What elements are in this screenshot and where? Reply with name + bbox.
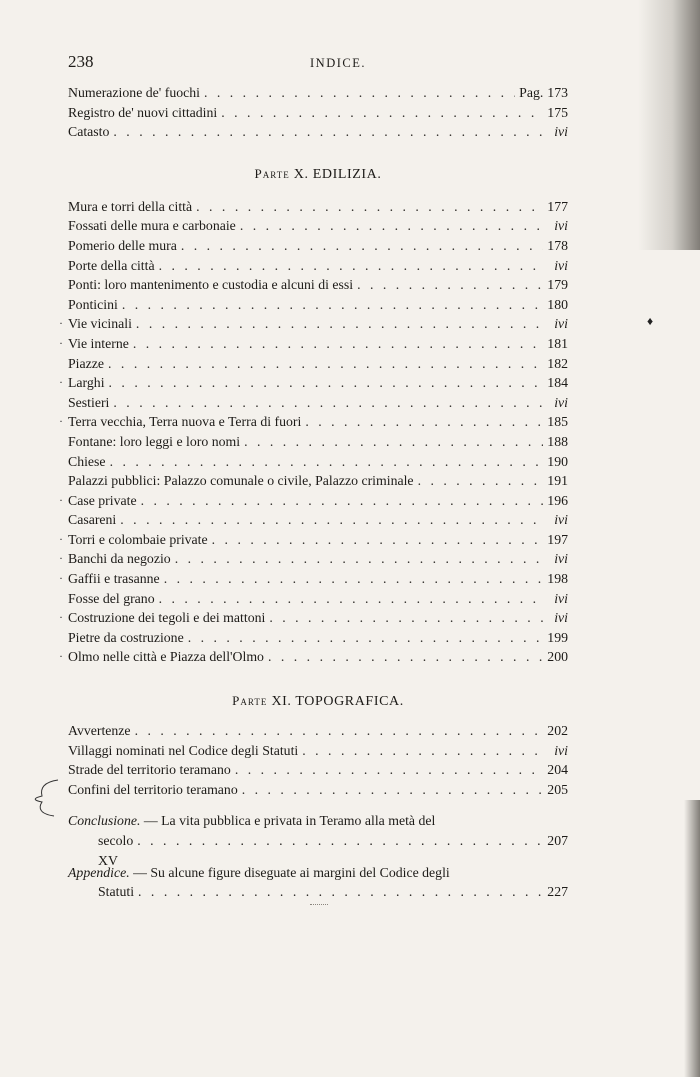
entry-title: Terra vecchia, Terra nuova e Terra di fuori	[68, 414, 302, 430]
index-entry	[68, 122, 568, 142]
page-ref: 197	[547, 531, 568, 547]
margin-mark: ·	[59, 610, 63, 625]
index-entry	[59, 491, 568, 511]
entry-title: Mura e torri della città	[68, 198, 193, 214]
index-entry	[68, 628, 568, 648]
running-title: INDICE.	[310, 56, 366, 70]
index-entry	[68, 471, 568, 491]
index-entry	[68, 432, 568, 452]
margin-mark: ·	[59, 414, 63, 429]
index-entry	[59, 334, 568, 354]
page-ref: 180	[547, 296, 568, 312]
index-entry	[68, 452, 568, 472]
index-entry	[68, 197, 568, 217]
entry-title: Numerazione de' fuochi	[68, 85, 200, 100]
page-ref: 198	[547, 571, 568, 587]
margin-mark: ·	[59, 492, 63, 507]
index-entry	[68, 780, 568, 800]
page-ref: ivi	[554, 610, 568, 626]
page-ref: Pag. 173	[519, 85, 568, 100]
index-entries	[59, 83, 568, 902]
page-ref: 177	[547, 198, 568, 214]
conclusione-entry: Conclusione. — La vita pubblica e privata in Teramo alla metà del secolo XV . . . 207	[68, 811, 568, 850]
divider-mark	[310, 904, 328, 907]
page-ref: ivi	[554, 742, 568, 758]
page-ref: ivi	[554, 394, 568, 410]
index-entry	[68, 103, 568, 123]
page-ref: 184	[547, 375, 568, 391]
margin-mark: ·	[59, 375, 63, 390]
page-ref: 181	[547, 335, 568, 351]
page-ref: 179	[547, 277, 568, 293]
index-entry	[68, 589, 568, 609]
entry-title: Vie interne	[68, 335, 129, 351]
page-ref: 175	[547, 104, 568, 120]
edilizia-entry-list	[59, 197, 568, 667]
index-entry	[68, 216, 568, 236]
index-entry	[59, 412, 568, 432]
page-ref: ivi	[554, 551, 568, 567]
entry-title: Banchi da negozio	[68, 551, 171, 567]
page-ref: 188	[547, 433, 568, 449]
index-entry	[68, 275, 568, 295]
page-ref: 205	[547, 781, 568, 797]
page-ref: 185	[547, 414, 568, 430]
entry-title: Palazzi pubblici: Palazzo comunale o civile, Palazzo criminale	[68, 473, 414, 489]
entry-title: Vie vicinali	[68, 316, 132, 332]
index-entry	[68, 510, 568, 530]
entry-title: Casareni	[68, 512, 117, 528]
entry-title: Pietre da costruzione	[68, 629, 184, 645]
entry-title: Porte della città	[68, 257, 155, 273]
page-ref: 182	[547, 355, 568, 371]
entry-title: Pomerio delle mura	[68, 237, 177, 253]
index-entry	[59, 373, 568, 393]
index-entry	[59, 647, 568, 667]
entry-title: Case private	[68, 492, 137, 508]
entry-title: Registro de' nuovi cittadini	[68, 104, 218, 120]
index-entry	[68, 393, 568, 413]
page-ref: ivi	[554, 218, 568, 234]
index-entry	[68, 741, 568, 761]
section-heading-topografica: Parte XI. TOPOGRAFICA.	[232, 693, 404, 710]
entry-title: Sestieri	[68, 394, 110, 410]
page-ref: ivi	[554, 257, 568, 273]
page-ref: 196	[547, 492, 568, 508]
page-ref: ivi	[554, 590, 568, 606]
margin-mark: ·	[59, 649, 63, 664]
page-ref: 190	[547, 453, 568, 469]
handwritten-bracket-mark	[30, 778, 60, 818]
index-entry	[59, 530, 568, 550]
index-entry	[59, 549, 568, 569]
page-ref: 204	[547, 762, 568, 778]
entry-title: Piazze	[68, 355, 105, 371]
index-entry	[68, 83, 568, 103]
index-entry	[68, 236, 568, 256]
entry-title: Strade del territorio teramano	[68, 762, 231, 778]
page-ref: 200	[547, 649, 568, 665]
page-ref: 199	[547, 629, 568, 645]
ink-speck: ♦	[647, 314, 654, 328]
entry-title: Larghi	[68, 375, 105, 391]
index-entry	[59, 314, 568, 334]
page-ref: 227	[547, 884, 568, 900]
margin-mark: ·	[59, 335, 63, 350]
page-ref: ivi	[554, 124, 568, 140]
entry-title: Confini del territorio teramano	[68, 781, 238, 797]
index-entry	[68, 760, 568, 780]
page-header	[68, 52, 568, 76]
entry-title: Chiese	[68, 453, 106, 469]
page-ref: 202	[547, 723, 568, 739]
entry-title: Ponticini	[68, 296, 118, 312]
entry-title: Villaggi nominati nel Codice degli Statuti	[68, 742, 299, 758]
entry-title: Torri e colombaie private	[68, 531, 208, 547]
page-number: 238	[68, 52, 94, 71]
entry-title: Fosse del grano	[68, 590, 155, 606]
page-ref: 178	[547, 237, 568, 253]
margin-mark: ·	[59, 316, 63, 331]
page-ref: ivi	[554, 512, 568, 528]
entry-title: Costruzione dei tegoli e dei mattoni	[68, 610, 266, 626]
entry-title: Olmo nelle città e Piazza dell'Olmo	[68, 649, 264, 665]
index-entry	[68, 295, 568, 315]
topografica-entry-list	[68, 721, 568, 799]
page-ref: 207	[547, 833, 568, 848]
index-entry	[68, 354, 568, 374]
index-entry	[59, 569, 568, 589]
entry-title: Gaffii e trasanne	[68, 571, 160, 587]
scan-edge-shadow	[638, 0, 700, 250]
entry-title: Ponti: loro mantenimento e custodia e alcuni di essi	[68, 277, 354, 293]
margin-mark: ·	[59, 531, 63, 546]
index-entry	[59, 608, 568, 628]
page-ref: ivi	[554, 316, 568, 332]
top-entry-list	[68, 83, 568, 142]
entry-title: Avvertenze	[68, 723, 131, 739]
index-entry	[68, 256, 568, 276]
index-entry	[68, 721, 568, 741]
scan-edge-shadow-lower	[684, 800, 700, 1077]
section-heading-edilizia: Parte X. EDILIZIA.	[254, 165, 382, 182]
entry-title: Fontane: loro leggi e loro nomi	[68, 433, 241, 449]
entry-title: Catasto	[68, 124, 110, 140]
margin-mark: ·	[59, 571, 63, 586]
page-ref: 191	[547, 473, 568, 489]
entry-title: Fossati delle mura e carbonaie	[68, 218, 236, 234]
margin-mark: ·	[59, 551, 63, 566]
appendice-entry: Appendice. — Su alcune figure diseguate ai margini del Codice degli Statuti . . . 227	[68, 863, 568, 902]
